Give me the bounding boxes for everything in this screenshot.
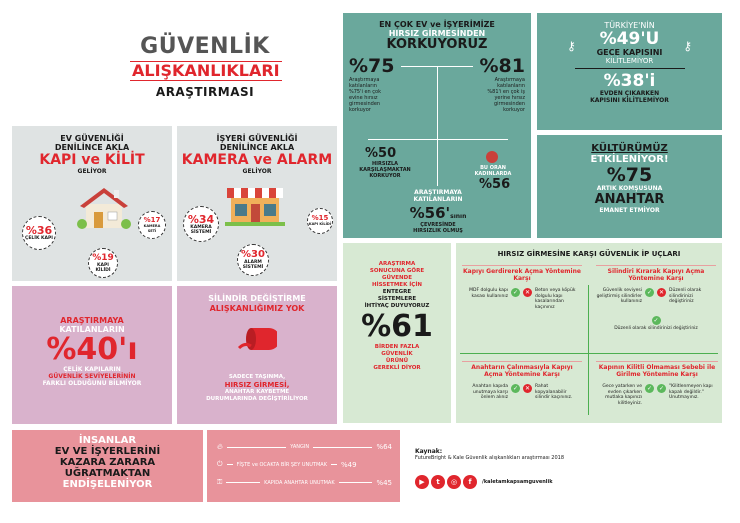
woman-icon [486,151,498,163]
stat-pct: %36 [25,224,53,237]
infographic-title [130,36,280,99]
cylinder-panel [177,286,337,424]
tip-dont: Rahat kopyalanabilir silindir kaçınınız. [535,384,573,400]
home-line2: DENİLİNCE AKLA [54,143,130,152]
integrated-line7: İHTİYAÇ DUYUYORUZ [364,303,430,309]
worry-pct: %49 [340,460,357,469]
cylinder-line4: HIRSIZ GİRMESİ, [224,381,290,389]
integrated-line2: SONUCUNA GÖRE [369,268,425,274]
turkey-line3: KİLİTLEMİYOR [605,57,654,65]
worry-line4: UĞRATMAKTAN [64,468,151,479]
integrated-line10: ÜRÜNÜ [385,358,409,364]
fear-line2: HIRSIZ GİRMESİNDEN [388,29,486,38]
check-icon: ✓ [646,289,653,296]
stat-pct: %17 [143,215,161,224]
work-line1: İŞYERİ GÜVENLİĞİ [216,134,298,143]
integrated-pct: %61 [361,309,433,344]
source-text: FutureBright & Kale Güvenlik alışkanlıkları araştırması 2018 [415,455,564,461]
steel-line2: KATILANLARIN [59,325,125,334]
turkey-pct1: %49'U [599,29,660,49]
worry-line5: ENDİŞELENİYOR [62,479,153,490]
alarm-system-stat [237,244,269,276]
stat-pct: %34 [187,212,215,226]
title-line2: ALIŞKANLIKLARI [132,61,280,80]
culture-line2: ETKİLENİYOR! [590,154,669,165]
home-highlight: KAPI ve KİLİT [39,152,145,168]
steel-door-stat [22,216,56,250]
stat-label: ALARM SİSTEMİ [242,260,264,270]
source [415,448,564,461]
worry-label: KAPIDA ANAHTAR UNUTMAK [264,479,335,486]
worry-pct: %45 [376,478,393,487]
encounter-text: HIRSIZLA KARŞILAŞMAKTAN KORKUYOR [359,161,411,179]
steel-line4: GÜVENLİK SEVİYELERİNİN [48,373,136,380]
stat-label: KAPI KİLİDİ [95,262,111,273]
tip-card [462,361,582,401]
work-line2: DENİLİNCE AKLA [219,143,295,152]
cross-icon: ✕ [658,289,665,296]
tip-do2: "Kilitlenmeyen kapı kapalı değildir." Unutmayınız. [669,384,713,400]
facebook-icon[interactable]: f [463,475,477,489]
social-links [415,475,553,489]
turkey-pct2: %38'i [603,71,656,91]
stat-label: KAMERA SİSTEMİ [190,224,212,235]
tips-hdivider [460,353,718,354]
cylinder-line1: SİLİNDİR DEĞİŞTİRME [208,294,306,303]
worry-line2: EV VE İŞYERLERİNİ [54,446,161,457]
fire-icon: 🔥︎ [217,442,223,451]
key-icon: ⚷ [567,39,576,53]
check-icon: ✓ [653,316,659,324]
turkey-line4: EVDEN ÇIKARKEN [599,90,660,97]
tips-panel [456,243,722,423]
steel-door-panel [12,286,172,424]
cylinder-lock-icon [237,322,277,358]
culture-panel [537,135,722,238]
integrated-line1: ARAŞTIRMA [378,261,416,267]
worry-row-key [217,478,392,487]
work-fear-pct: %81 [479,55,525,77]
check-icon: ✓ [512,289,519,296]
worry-row-plug [217,460,392,469]
stat-label: ÇELİK KAPI [25,236,53,241]
integrated-line4: HİSSETMEK İÇİN [372,282,422,288]
tip-do: Gece yatarken ve evden çıkarken mutlaka kapınızı kilitleyiniz. [602,384,642,406]
integrated-line9: GÜVENLİK [381,351,413,357]
plug-icon: ⏻ [217,460,223,468]
instagram-icon[interactable]: ◎ [447,475,461,489]
stat-label: KAMERA SETİ [143,223,161,233]
tip-title: Anahtarın Çalınmasıyla Kapıyı Açma Yöntemine Karşı [462,361,582,378]
integrated-systems-panel [343,243,451,423]
worry-line3: KAZARA ZARARA [59,457,156,468]
work-line3: GELİYOR [242,168,272,175]
lock-stat [88,248,118,278]
stat-pct: %15 [311,214,329,222]
line [226,482,260,483]
home-fear-text: Araştırmaya katılanların %75'i en çok evine hırsız girmesinden korkuyor [349,77,382,113]
fear-panel [343,13,531,238]
fear-line3: KORKUYORUZ [386,37,488,52]
line [331,464,337,465]
line [339,482,373,483]
worry-panel [12,430,203,502]
culture-line4: ANAHTAR [594,192,665,207]
divider [368,139,508,140]
check-icon: ✓ [646,385,653,392]
source-label: Kaynak: [415,448,443,455]
house-icon [74,184,134,230]
key-icon: ⚷ [683,39,692,53]
work-highlight: KAMERA ve ALARM [181,152,333,168]
check-icon: ✓ [658,385,665,392]
tip-do: Güvenlik seviyesi geliştirmiş silindirler kullanınız [596,288,642,304]
culture-pct: %75 [606,164,653,186]
tip-card [596,361,718,406]
work-fear-text: Araştırmaya katılanların %81'i en çok iş yerine hırsız girmesinden korkuyor [487,77,525,113]
surround-line4: HIRSIZLIK OLMUŞ [413,228,463,234]
turkey-line5: KAPISINI KİLİTLEMİYOR [590,97,669,104]
workplace-security-panel [177,126,337,281]
tip-dont: Düzenli olarak silindirinizi değiştiriniz [669,288,702,304]
culture-line1: KÜLTÜRÜMÜZ [591,143,668,154]
tips-vdivider [588,285,589,415]
worry-label: FİŞTE ve OCAKTA BİR ŞEY UNUTMAK [236,461,327,468]
connector-vline [437,66,438,186]
key-icon: ⚿ [217,478,223,486]
line [227,447,286,448]
encounter-pct: %50 [365,146,397,161]
steel-line5: FARKLI OLDUĞUNU BİLMİYOR [42,380,142,387]
steel-line1: ARAŞTIRMAYA [60,316,124,325]
tip-card [462,265,582,310]
stat-pct: %19 [92,252,114,263]
tips-title: HIRSIZ GİRMESİNE KARŞI GÜVENLİK İP UÇLARI [497,250,681,258]
worry-row-fire [217,442,392,452]
surround-pct: %56' [409,204,451,222]
cross-icon: ✕ [524,385,531,392]
worry-line1: İNSANLAR [78,435,137,446]
women-text: BU ORAN KADINLARDA [474,165,512,177]
twitter-icon[interactable]: t [431,475,445,489]
culture-line3: ARTIK KOMŞUSUNA [596,185,663,192]
integrated-line11: GEREKLİ DİYOR [373,365,421,371]
cross-icon: ✕ [524,289,531,296]
home-line1: EV GÜVENLİĞİ [60,134,124,143]
divider [575,68,685,69]
culture-line5: EMANET ETMİYOR [599,207,660,214]
fear-line1: EN ÇOK EV ve İŞYERİMİZE [379,20,495,29]
tip-title: Kapıyı Gerdirerek Açma Yöntemine Karşı [462,265,582,282]
shop-icon [225,186,285,226]
tip-do: MDF dolgulu kapı kasası kullanınız [469,288,508,299]
door-lock-stat [307,208,333,234]
integrated-line3: GÜVENDE [382,275,412,281]
tip-dont: Beton veya köpük dolgulu kapı kasalarından kaçınınız [535,288,576,310]
worry-stats-panel [207,430,400,502]
cylinder-line6: DURUMLARINDA DEĞİŞTİRİLİYOR [206,396,308,402]
youtube-icon[interactable]: ▶ [415,475,429,489]
cylinder-line2: ALIŞKANLIĞIMIZ YOK [209,304,305,313]
cylinder-line5: ANAHTAR KAYBETME [224,389,290,395]
turkey-line2: GECE KAPISINI [596,48,663,57]
steel-pct: %40'ı [46,332,138,367]
line [313,447,372,448]
surround-line3: ÇEVRESİNDE [420,222,456,228]
surround-suffix: sının [450,213,467,220]
worry-label: YANGIN [290,444,310,450]
camera-stat [138,211,166,239]
title-line3: ARAŞTIRMASI [155,85,255,99]
turkey-panel [537,13,722,130]
turkey-line1: TÜRKİYE'NİN [604,21,655,30]
line [227,464,233,465]
surround-line2: KATILANLARIN [413,196,463,203]
integrated-line6: SİSTEMLERE [377,296,417,302]
integrated-line5: ENTEGRE [382,289,412,295]
camera-system-stat [183,206,219,242]
tip-title: Silindiri Kırarak Kapıyı Açma Yöntemine Karşı [596,265,716,282]
stat-pct: %30 [241,249,265,260]
worry-pct: %64 [376,443,393,451]
tip-card [596,265,716,331]
cylinder-line3: SADECE TAŞINMA, [228,374,286,380]
surround-line1: ARAŞTIRMAYA [414,189,462,196]
check-icon: ✓ [512,385,519,392]
title-line1: GÜVENLİK [140,34,270,59]
home-security-panel [12,126,172,281]
tip-title: Kapının Kilitli Olmaması Sebebi ile Girilme Yöntemine Karşı [596,361,718,378]
stat-label: KAPI KİLİDİ [308,222,332,226]
social-handle[interactable]: /kaletamkapsamguvenlik [482,479,553,485]
integrated-line8: BİRDEN FAZLA [374,344,420,350]
steel-line3: ÇELİK KAPILARIN [63,366,121,373]
tip-do: Anahtarı kapıda unutmaya karşı önlem alınız [472,384,508,400]
home-line3: GELİYOR [77,168,107,175]
home-fear-pct: %75 [349,55,395,77]
tip-extra: Düzenli olarak silindirinizi değiştiriniz [614,325,698,331]
women-pct: %56 [479,177,511,192]
